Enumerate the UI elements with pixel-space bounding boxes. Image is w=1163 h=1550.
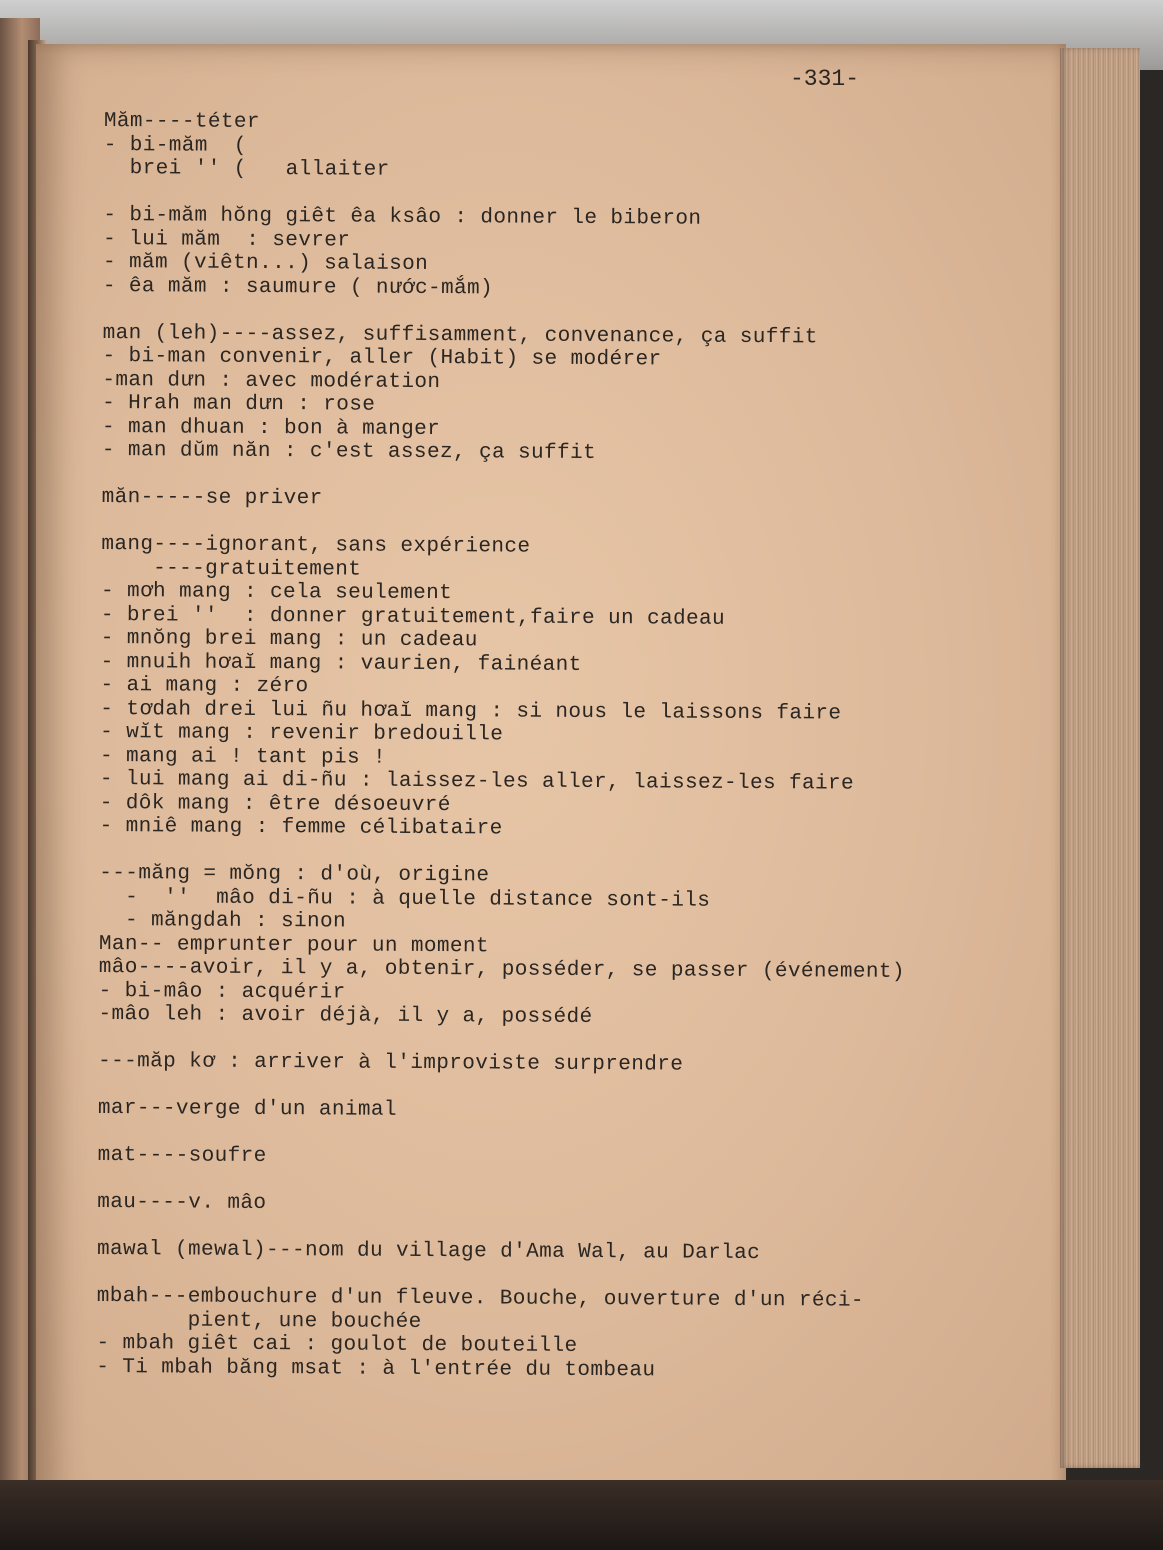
entry-line: - wĭt mang : revenir bredouille [100, 720, 504, 747]
entry-line: - man dŭm năn : c'est assez, ça suffit [101, 438, 597, 466]
entry-line: - mniê mang : femme célibataire [99, 814, 503, 841]
entry-line: - măm (viêtn...) salaison [102, 250, 429, 276]
page-stack-edges [1060, 48, 1140, 1468]
entry-line: mbah---embouchure d'un fleuve. Bouche, ouverture d'un réci- [96, 1284, 864, 1313]
entry-line: - bi-mâo : acquérir [98, 979, 346, 1004]
entry-line: mawal (mewal)---nom du village d'Ama Wal, au Darlac [96, 1237, 761, 1266]
entry-line: -mâo leh : avoir déjà, il y a, possédé [98, 1002, 593, 1030]
entry-line: -man dưn : avec modération [102, 368, 441, 394]
entry-line: - mang ai ! tant pis ! [99, 744, 387, 770]
entry-line: mat----soufre [97, 1143, 267, 1169]
entry-line: ----gratuitement [101, 556, 362, 582]
entry-line: - lui măm : sevrer [103, 227, 351, 253]
entry-line: - mơh mang : cela seulement [100, 579, 453, 606]
entry-line: ---măng = mŏng : d'où, origine [99, 861, 490, 888]
entry-line: - ai mang : zéro [100, 673, 309, 699]
dictionary-entry [103, 110, 1004, 303]
entry-line: - mbah giêt cai : goulot de bouteille [96, 1331, 578, 1358]
entry-line: - mnuih hơaĭ mang : vaurien, fainéant [100, 650, 582, 677]
entry-line: - bi-măm hŏng giêt êa ksâo : donner le biberon [103, 203, 702, 231]
entry-line: - êa măm : saumure ( nước-mắm) [102, 274, 494, 300]
dictionary-text [96, 110, 1004, 1384]
dictionary-entry [96, 1285, 997, 1384]
entry-line: - Hrah man dưn : rose [102, 391, 376, 417]
entry-line: - brei '' : donner gratuitement,faire un cadeau [100, 603, 726, 631]
dictionary-entry [100, 533, 1002, 844]
dictionary-entry [102, 321, 1003, 467]
entry-line: mâo----avoir, il y a, obtenir, posséder, se passer (événement) [98, 955, 905, 984]
entry-line: man (leh)----assez, suffisamment, convenance, ça suffit [102, 321, 818, 349]
entry-line: - '' mâo di-ñu : à quelle distance sont-ils [99, 885, 711, 913]
entry-line: pient, une bouchée [96, 1308, 422, 1334]
page-number: -331- [790, 66, 860, 92]
entry-line: - dôk mang : être désoeuvré [99, 791, 451, 817]
entry-line: măn-----se priver [101, 485, 323, 511]
entry-line: - tơdah drei lui ñu hơaĭ mang : si nous le laissons faire [100, 697, 842, 726]
entry-line: mar---verge d'un animal [97, 1096, 398, 1122]
entry-line: mau----v. mâo [97, 1190, 267, 1216]
entry-line: mang----ignorant, sans expérience [101, 532, 531, 559]
entry-line: brei '' ( allaiter [103, 156, 390, 182]
entry-line: - bi-măm ( [103, 133, 247, 158]
entry-line: ---măp kơ : arriver à l'improviste surprendre [98, 1049, 684, 1077]
dictionary-entry [98, 862, 999, 1032]
entry-line: - man dhuan : bon à manger [101, 415, 441, 441]
entry-line: Man-- emprunter pour un moment [98, 932, 490, 958]
entry-line: - măngdah : sinon [98, 908, 347, 934]
entry-line: - mnŏng brei mang : un cadeau [100, 626, 478, 653]
entry-line: - lui mang ai di-ñu : laissez-les aller, laissez-les faire [99, 767, 855, 796]
entry-line: Măm----téter [103, 110, 261, 134]
entry-line: - Ti mbah băng msat : à l'entrée du tombeau [96, 1355, 656, 1382]
bottom-shadow [0, 1480, 1163, 1550]
entry-line: - bi-man convenir, aller (Habit) se modérer [102, 344, 662, 372]
